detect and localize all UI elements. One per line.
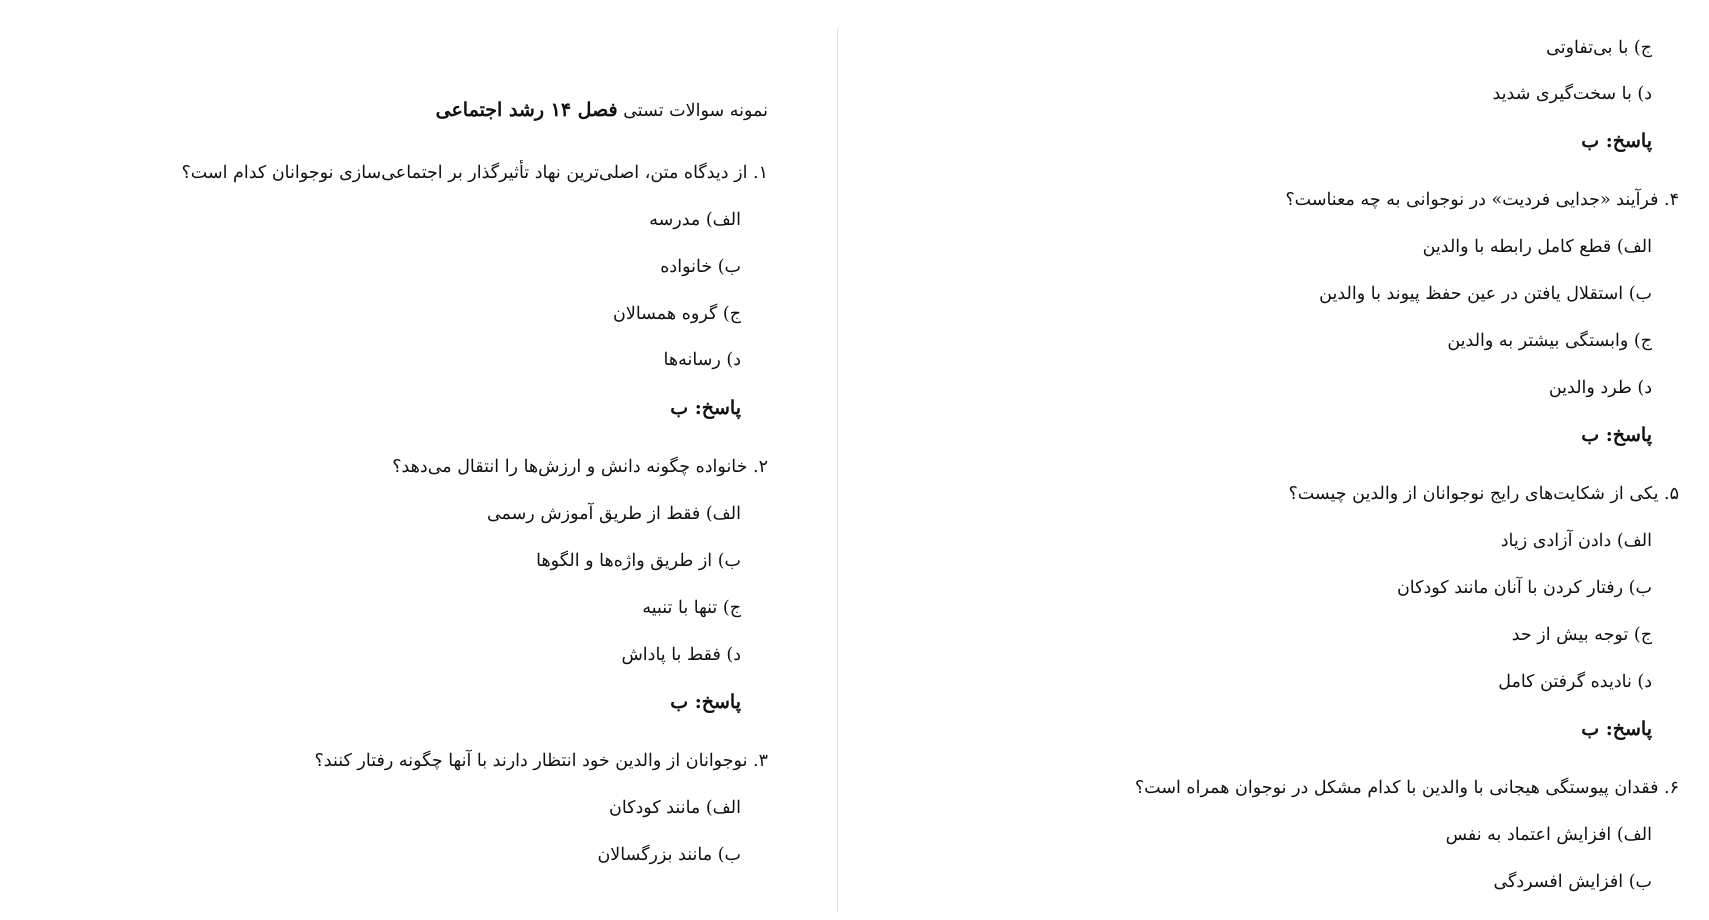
question-6-option-a: الف) افزایش اعتماد به نفس — [1445, 825, 1652, 845]
question-4-option-a: الف) قطع کامل رابطه با والدین — [1422, 237, 1652, 257]
question-3: ۳. نوجوانان از والدین خود انتظار دارند با آنها چگونه رفتار کنند؟ — [314, 751, 768, 771]
question-3-answer: پاسخ: ب — [1581, 130, 1652, 152]
question-5: ۵. یکی از شکایت‌های رایج نوجوانان از والدین چیست؟ — [1288, 484, 1679, 504]
question-3-option-b: ب) مانند بزرگسالان — [597, 845, 741, 865]
question-4: ۴. فرآیند «جدایی فردیت» در نوجوانی به چه معناست؟ — [1285, 190, 1679, 210]
question-1-option-d: د) رسانه‌ها — [663, 350, 741, 370]
question-4-option-b: ب) استقلال یافتن در عین حفظ پیوند با والدین — [1319, 284, 1652, 304]
question-2-answer: پاسخ: ب — [670, 691, 741, 713]
question-5-option-d: د) نادیده گرفتن کامل — [1498, 672, 1652, 692]
question-2-option-a: الف) فقط از طریق آموزش رسمی — [486, 504, 741, 524]
question-1-answer: پاسخ: ب — [670, 397, 741, 419]
question-2-option-b: ب) از طریق واژه‌ها و الگوها — [536, 551, 741, 571]
title-bold: فصل ۱۴ رشد اجتماعی — [435, 99, 618, 121]
question-2-option-c: ج) تنها با تنبیه — [642, 598, 741, 618]
question-6-option-b: ب) افزایش افسردگی — [1493, 872, 1652, 892]
question-3-option-c: ج) با بی‌تفاوتی — [1546, 38, 1652, 58]
left-page — [0, 0, 837, 920]
question-1: ۱. از دیدگاه متن، اصلی‌ترین نهاد تأثیرگذار بر اجتماعی‌سازی نوجوانان کدام است؟ — [181, 163, 768, 183]
title-prefix: نمونه سوالات تستی — [623, 101, 768, 121]
question-1-option-c: ج) گروه همسالان — [613, 304, 741, 324]
question-3-option-d: د) با سخت‌گیری شدید — [1492, 84, 1652, 104]
question-4-option-c: ج) وابستگی بیشتر به والدین — [1447, 331, 1652, 351]
question-5-option-a: الف) دادن آزادی زیاد — [1500, 531, 1652, 551]
question-1-option-b: ب) خانواده — [660, 257, 741, 277]
page-title — [436, 98, 768, 123]
question-2-option-d: د) فقط با پاداش — [621, 645, 741, 665]
question-6: ۶. فقدان پیوستگی هیجانی با والدین با کدام مشکل در نوجوان همراه است؟ — [1134, 778, 1679, 798]
question-4-answer: پاسخ: ب — [1581, 424, 1652, 446]
question-5-option-c: ج) توجه بیش از حد — [1511, 625, 1652, 645]
question-3-option-a: الف) مانند کودکان — [609, 798, 741, 818]
right-page — [838, 0, 1709, 920]
question-2: ۲. خانواده چگونه دانش و ارزش‌ها را انتقال می‌دهد؟ — [392, 457, 768, 477]
question-5-answer: پاسخ: ب — [1581, 718, 1652, 740]
question-1-option-a: الف) مدرسه — [649, 210, 741, 230]
question-5-option-b: ب) رفتار کردن با آنان مانند کودکان — [1396, 578, 1652, 598]
question-4-option-d: د) طرد والدین — [1548, 378, 1652, 398]
